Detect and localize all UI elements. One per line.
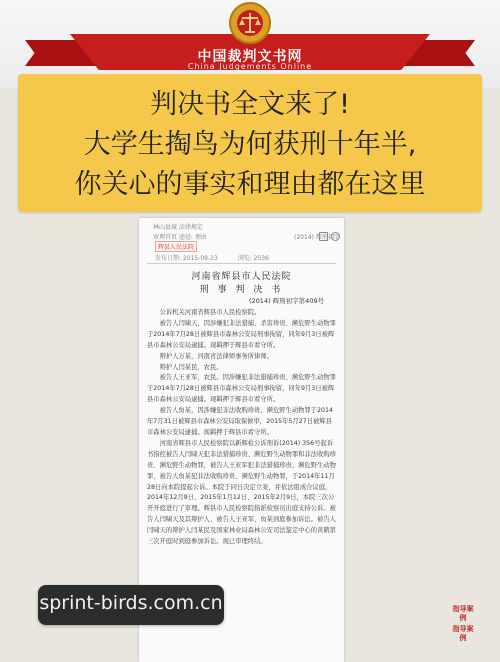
view-count: 浏览: 2536 (237, 255, 269, 262)
court-tag[interactable]: 辉县人民法院 (155, 241, 197, 252)
side-tab-guide-case[interactable]: 指导案例 (452, 625, 474, 642)
court-emblem-icon (229, 2, 271, 44)
site-name[interactable]: 中国裁判文书网 (197, 49, 303, 65)
doc-meta-top: 林山县城 法律规定 (153, 224, 203, 231)
paragraph: 被告人贠某，因涉嫌犯非法收购珍贵、濒危野生动物罪于2014年7月31日被辉县市森林公安局取保候审，2015年5月27日被辉县市森林公安局逮捕。现羁押于辉县市看守所。 (147, 407, 334, 436)
paragraph: 河南省辉县市人民检察院以新辉检公诉刑诉(2014) 356号起诉书指控被告人闫啸天犯非法猎捕珍贵、濒危野生动物罪和非法收购珍贵、濒危野生动物罪，被告人王亚军犯非法猎捕珍贵、濒危野生动物罪，被告人贠某犯非法收购珍贵、濒危野生动物罪，于2014年11月28日向本院提起公诉。本院于同日决定立案，并依法组成合议庭，2014年12月9日、2015年1月12日、2015年2月9日，本院三次公开开庭进行了审理。辉县市人民检察院指派检察员出庭支持公诉。被告人闫啸天及其辩护人、被告人王亚军、贠某到庭参加诉讼。被告人闫啸天的辩护人闫某民及国家林业局森林公安司法鉴定中心的黄鹤第三次开庭时到庭参加诉讼。现已审理终结。 (147, 439, 336, 546)
headline-card (18, 74, 482, 212)
watermark-text: sprint-birds.com.cn (39, 592, 223, 614)
side-tabs (452, 605, 474, 645)
document-type: 刑 事 判 决 书 (199, 285, 284, 295)
case-number: (2014) 辉刑初字第409号 (249, 297, 325, 305)
headline-line-1: 判决书全文来了! (150, 89, 350, 120)
print-icon[interactable] (319, 232, 328, 241)
site-subtitle: China Judgements Online (187, 62, 313, 71)
paragraph: 被告人闫啸天，因涉嫌犯非法猎捕、杀害珍贵、濒危野生动物罪于2014年7月28日被辉县市森林公安局刑事拘留，同年9月3日被辉县市森林公安局逮捕。现羁押于辉县市看守所。 (147, 319, 336, 349)
paragraph: 公诉机关河南省辉县市人民检察院。 (159, 309, 261, 316)
paragraph: 辩护人万某，河南省法律师事务所律师。 (159, 352, 273, 360)
headline-line-3: 你关心的事实和理由都在这里 (74, 169, 426, 200)
side-tab-guide-case[interactable]: 指导案例 (452, 605, 474, 622)
paragraph: 辩护人闫某民，农民。 (159, 363, 223, 371)
headline-line-2: 大学生掏鸟为何获刑十年半, (83, 129, 417, 160)
site-watermark (38, 585, 224, 625)
doc-meta-case-ref: (2014) 辉刑初字 (294, 234, 340, 241)
paragraph: 被告人王亚军，农民。因涉嫌犯非法猎捕珍贵、濒危野生动物罪于2014年7月28日被辉县市森林公安局刑事拘留，同年9月3日被辉县市森林公安局逮捕。现羁押于辉县市看守所。 (147, 374, 336, 404)
court-name: 河南省辉县市人民法院 (191, 272, 292, 282)
divider (147, 263, 336, 264)
doc-date-row (155, 253, 287, 262)
publish-date: 发布日期: 2015-09-23 (155, 255, 218, 262)
share-icon[interactable] (331, 232, 340, 241)
doc-meta-toolbar: 审理首页 途径: 理由 (153, 234, 207, 241)
document-body (147, 308, 337, 548)
